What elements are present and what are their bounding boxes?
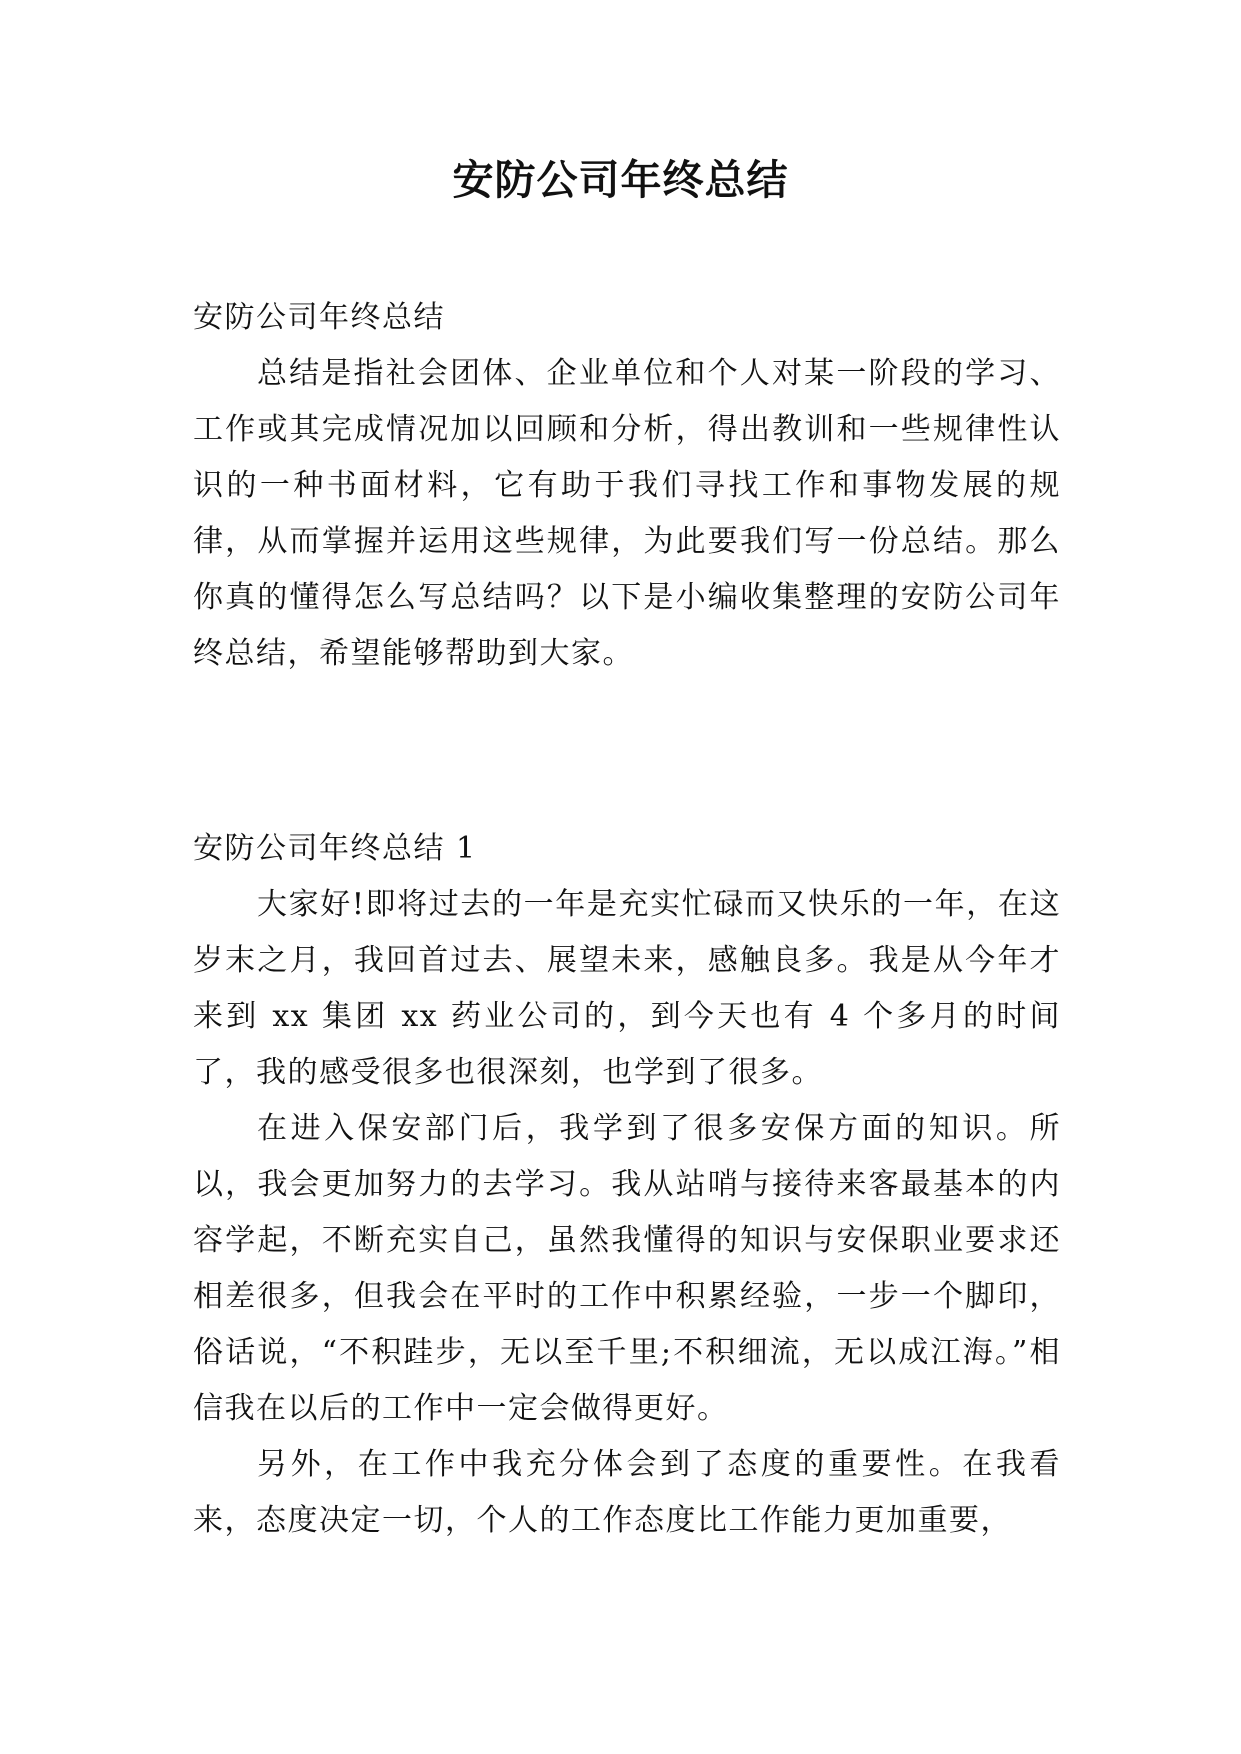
section-1-paragraph: 大家好!即将过去的一年是充实忙碌而又快乐的一年，在这岁末之月，我回首过去、展望未来，感触良多。我是从今年才来到 xx 集团 xx 药业公司的，到今天也有 4 个多月的时间了，我的感受很多也很深刻，也学到了很多。 bbox=[193, 887, 1061, 1090]
intro-heading: 安防公司年终总结 bbox=[193, 300, 445, 335]
document-title: 安防公司年终总结 bbox=[452, 156, 789, 204]
section-1-heading: 安防公司年终总结 1 bbox=[193, 831, 477, 866]
section-1 bbox=[193, 821, 1061, 1549]
intro-paragraph: 总结是指社会团体、企业单位和个人对某一阶段的学习、工作或其完成情况加以回顾和分析，得出教训和一些规律性认识的一种书面材料，它有助于我们寻找工作和事物发展的规律，从而掌握并运用这些规律，为此要我们写一份总结。那么你真的懂得怎么写总结吗？以下是小编收集整理的安防公司年终总结，希望能够帮助到大家。 bbox=[193, 356, 1061, 671]
section-1-paragraph: 另外，在工作中我充分体会到了态度的重要性。在我看来，态度决定一切，个人的工作态度比工作能力更加重要， bbox=[193, 1447, 1061, 1538]
intro-section bbox=[193, 290, 1061, 682]
section-1-paragraph: 在进入保安部门后，我学到了很多安保方面的知识。所以，我会更加努力的去学习。我从站哨与接待来客最基本的内容学起，不断充实自己，虽然我懂得的知识与安保职业要求还相差很多，但我会在平时的工作中积累经验，一步一个脚印，俗话说，“不积跬步，无以至千里;不积细流，无以成江海。”相信我在以后的工作中一定会做得更好。 bbox=[193, 1111, 1061, 1426]
